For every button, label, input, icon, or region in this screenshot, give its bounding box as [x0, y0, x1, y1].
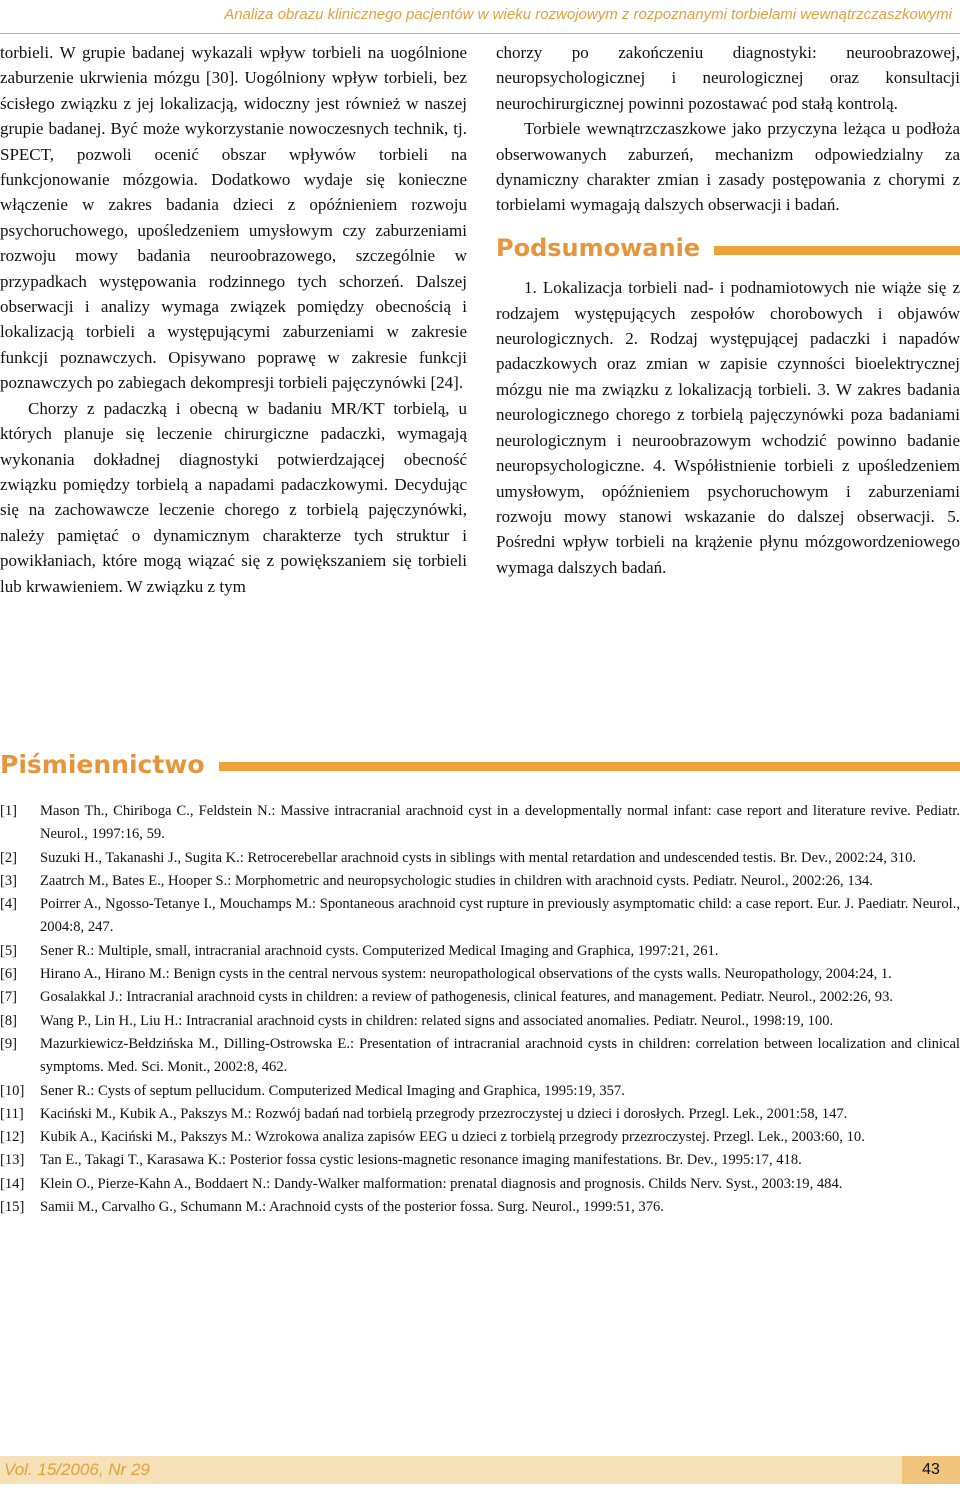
- summary-heading: [496, 233, 960, 262]
- reference-number: [14]: [0, 1175, 25, 1192]
- reference-number: [13]: [0, 1152, 25, 1169]
- reference-number: [5]: [0, 942, 18, 959]
- reference-item: [0, 1149, 960, 1172]
- reference-item: [0, 1196, 960, 1219]
- right-column: [496, 40, 960, 580]
- reference-number: [7]: [0, 989, 18, 1006]
- reference-text: Kaciński M., Kubik A., Pakszys M.: Rozwój badań nad torbielą przegrody przezroczystej u dzieci i dorosłych. Przegl. Lek., 2001:58, 147.: [40, 1105, 848, 1122]
- reference-text: Mason Th., Chiriboga C., Feldstein N.: Massive intracranial arachnoid cyst in a developmentally normal infant: case report and literature revive. Pediatr. Neurol., 1997:16, 59.: [40, 803, 960, 843]
- volume-info: Vol. 15/2006, Nr 29: [4, 1460, 150, 1479]
- reference-item: [0, 940, 960, 963]
- left-paragraph-1: torbieli. W grupie badanej wykazali wpływ torbieli na uogólnione zaburzenie ukrwienia mózgu [30]. Uogólniony wpływ torbieli, bez ścisłego związku z jej lokalizacją, widoczny jest również w naszej grupie badanej. Być może wykorzystanie nowoczesnych technik, tj. SPECT, pozwoli ocenić obszar wpływów torbieli na funkcjonowanie mózgowia. Dodatkowo wydaje się konieczne włączenie w zakres badania dzieci z opóźnieniem rozwoju psychoruchowego, upośledzeniem umysłowym czy zaburzeniami rozwoju mowy badania neuroobrazowego, szczególnie w przypadkach występowania rodzinnego tych schorzeń. Dalszej obserwacji i analizy wymaga związek pomiędzy obecnością i lokalizacją torbieli a występującymi zaburzeniami w zakresie funkcji poznawczych. Opisywano poprawę w zakresie funkcji poznawczych po zabiegach dekompresji torbieli pajęczynówki [24].: [0, 43, 467, 393]
- summary-heading-text: Podsumowanie: [496, 233, 701, 262]
- references-list: [0, 800, 960, 1219]
- left-paragraph-2: Chorzy z padaczką i obecną w badaniu MR/KT torbielą, u których planuje się leczenie chirurgiczne padaczki, wymagają wykonania dokładnej diagnostyki potwierdzającej obecność związku pomiędzy torbielą a napadami padaczkowymi. Decydując się na zachowawcze leczenie chorego z torbielą pajęczynówki, należy pamiętać o dynamicznym charakterze tych struktur i powikłaniach, które mogą wiązać się z powiększaniem się torbieli lub krwawieniem. W związku z tym: [0, 398, 467, 596]
- reference-text: Samii M., Carvalho G., Schumann M.: Arachnoid cysts of the posterior fossa. Surg. Neurol., 1999:51, 376.: [40, 1199, 664, 1216]
- reference-text: Sener R.: Multiple, small, intracranial arachnoid cysts. Computerized Medical Imaging and Graphica, 1997:21, 261.: [40, 942, 719, 959]
- right-paragraph-1: chorzy po zakończeniu diagnostyki: neuroobrazowej, neuropsychologicznej i neurologicznej oraz konsultacji neurochirurgicznej powinni pozostawać pod stałą kontrolą.: [496, 43, 960, 113]
- reference-item: [0, 1173, 960, 1196]
- reference-number: [8]: [0, 1012, 18, 1029]
- references-heading: [0, 750, 960, 779]
- reference-number: [12]: [0, 1129, 25, 1146]
- reference-number: [9]: [0, 1035, 18, 1052]
- running-title: Analiza obrazu klinicznego pacjentów w wieku rozwojowym z rozpoznanymi torbielami wewnątrzczaszkowymi: [224, 6, 952, 23]
- heading-rule: [219, 762, 960, 771]
- page-number: 43: [902, 1456, 960, 1484]
- reference-number: [2]: [0, 849, 18, 866]
- right-paragraph-2: Torbiele wewnątrzczaszkowe jako przyczyna leżąca u podłoża obserwowanych zaburzeń, mechanizm odpowiedzialny za dynamiczny charakter zmian i zasady postępowania z chorymi z torbielami wymagają dalszych obserwacji i badań.: [496, 119, 960, 215]
- reference-text: Zaatrch M., Bates E., Hooper S.: Morphometric and neuropsychologic studies in children with arachnoid cysts. Pediatr. Neurol., 2002:26, 134.: [40, 872, 873, 889]
- reference-item: [0, 893, 960, 940]
- reference-text: Suzuki H., Takanashi J., Sugita K.: Retrocerebellar arachnoid cysts in siblings with mental retardation and undescended testis. Br. Dev., 2002:24, 310.: [40, 849, 917, 866]
- heading-rule: [714, 246, 960, 255]
- reference-number: [3]: [0, 872, 18, 889]
- reference-number: [6]: [0, 966, 18, 983]
- reference-number: [15]: [0, 1199, 25, 1216]
- reference-item: [0, 986, 960, 1009]
- references-heading-wrap: [0, 750, 960, 779]
- summary-text: 1. Lokalizacja torbieli nad- i podnamiotowych nie wiąże się z rodzajem występujących zespołów chorobowych i objawów neurologicznych. 2. Rodzaj występującej padaczki i napadów padaczkowych oraz zmian w zapisie czynności bioelektrycznej mózgu nie ma związku z lokalizacją torbieli. 3. W zakres badania neurologicznego chorego z torbielą pajęczynówki poza badaniami neurologicznym i neuroobrazowym wchodzić powinno badanie neuropsychologiczne. 4. Współistnienie torbieli z upośledzeniem umysłowym, opóźnieniem psychoruchowym i zaburzeniami rozwoju mowy stanowi wskazanie do dalszej obserwacji. 5. Pośredni wpływ torbieli na krążenie płynu mózgowordzeniowego wymaga dalszych badań.: [496, 278, 960, 577]
- running-header: [0, 0, 960, 34]
- reference-item: [0, 1010, 960, 1033]
- reference-item: [0, 1126, 960, 1149]
- reference-number: [11]: [0, 1105, 24, 1122]
- reference-text: Hirano A., Hirano M.: Benign cysts in the central nervous system: neuropathological observations of the cysts walls. Neuropathology, 2004:24, 1.: [40, 966, 892, 983]
- reference-item: [0, 800, 960, 847]
- reference-number: [10]: [0, 1082, 25, 1099]
- reference-text: Kubik A., Kaciński M., Pakszys M.: Wzrokowa analiza zapisów EEG u dzieci z torbielą przegrody przezroczystej. Przegl. Lek., 2003:60, 10.: [40, 1129, 865, 1146]
- reference-text: Poirrer A., Ngosso-Tetanye I., Mouchamps M.: Spontaneous arachnoid cyst rupture in previously asymptomatic child: a case report. Eur. J. Paediatr. Neurol., 2004:8, 247.: [40, 896, 960, 936]
- reference-item: [0, 847, 960, 870]
- reference-text: Tan E., Takagi T., Karasawa K.: Posterior fossa cystic lesions-magnetic resonance imaging manifestations. Br. Dev., 1995:17, 418.: [40, 1152, 802, 1169]
- page-footer: [0, 1456, 960, 1484]
- reference-text: Mazurkiewicz-Bełdzińska M., Dilling-Ostrowska E.: Presentation of intracranial arachnoid cysts in children: correlation between localization and clinical symptoms. Med. Sci. Monit., 2002:8, 462.: [40, 1035, 960, 1076]
- reference-item: [0, 1033, 960, 1080]
- reference-item: [0, 1080, 960, 1103]
- reference-number: [4]: [0, 896, 18, 913]
- reference-item: [0, 1103, 960, 1126]
- references-heading-text: Piśmiennictwo: [0, 750, 205, 779]
- reference-text: Wang P., Lin H., Liu H.: Intracranial arachnoid cysts in children: related signs and associated anomalies. Pediatr. Neurol., 1998:19, 100.: [40, 1012, 834, 1029]
- reference-text: Sener R.: Cysts of septum pellucidum. Computerized Medical Imaging and Graphica, 1995:19, 357.: [40, 1082, 625, 1099]
- reference-text: Klein O., Pierze-Kahn A., Boddaert N.: Dandy-Walker malformation: prenatal diagnosis and prognosis. Childs Nerv. Syst., 2003:19, 484.: [40, 1175, 843, 1192]
- reference-item: [0, 870, 960, 893]
- reference-text: Gosalakkal J.: Intracranial arachnoid cysts in children: a review of pathogenesis, clinical features, and management. Pediatr. Neurol., 2002:26, 93.: [40, 989, 894, 1006]
- left-column: [0, 40, 467, 599]
- reference-number: [1]: [0, 803, 18, 819]
- reference-item: [0, 963, 960, 986]
